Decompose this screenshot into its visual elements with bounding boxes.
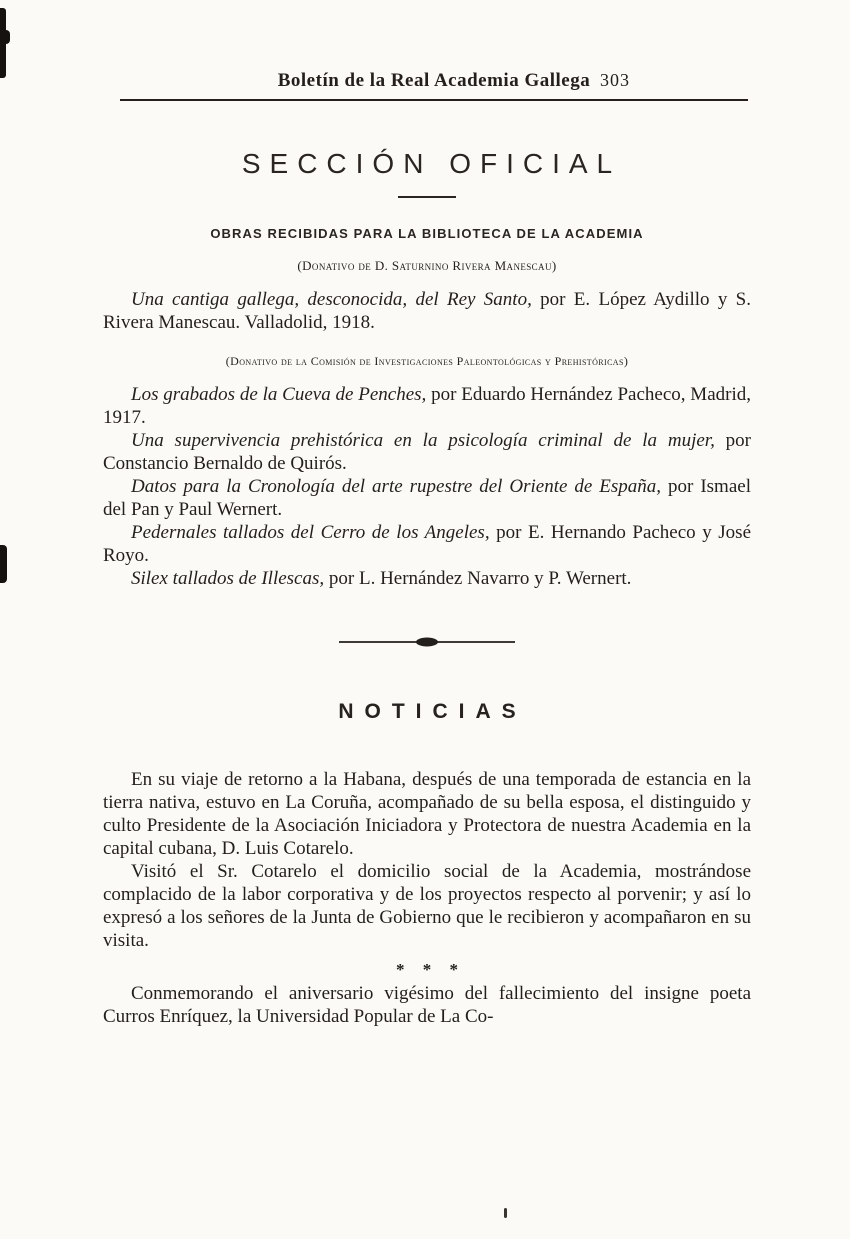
news-paragraph: Visitó el Sr. Cotarelo el domicilio social de la Academia, mostrándose complacido de la labor corporativa y de los proyectos respecto al porvenir; y así lo expresó a los señores de la Junta de Gobierno que le recibieron y acompañaron en su visita. bbox=[103, 861, 751, 951]
scan-artifact-left-edge bbox=[0, 545, 7, 583]
book-credit: por E. Hernando Pacheco y José Royo. bbox=[103, 522, 752, 566]
book-credit: por Ismael del Pan y Paul Wernert. bbox=[103, 476, 751, 520]
book-credit: por Constancio Bernaldo de Quirós. bbox=[103, 430, 752, 474]
book-entry bbox=[103, 567, 751, 590]
section-divider bbox=[337, 636, 517, 648]
book-entry bbox=[103, 288, 751, 334]
donation-label-comision: (Donativo de la Comisión de Investigaciones Paleontológicas y Prehistóricas) bbox=[225, 354, 629, 368]
donation-label-manescau: (Donativo de D. Saturnino Rivera Manescau) bbox=[297, 258, 557, 273]
title-underline-rule bbox=[398, 196, 456, 198]
book-title: Pedernales tallados del Cerro de los Angeles, bbox=[131, 522, 490, 543]
asterisk-separator: * * * bbox=[396, 960, 465, 979]
noticias-title: NOTICIAS bbox=[338, 700, 527, 723]
news-paragraph: Conmemorando el aniversario vigésimo del fallecimiento del insigne poeta Curros Enríquez, la Universidad Popular de La Co- bbox=[103, 983, 751, 1027]
page-header bbox=[120, 70, 748, 92]
journal-title: Boletín de la Real Academia Gallega bbox=[277, 70, 591, 91]
book-title: Datos para la Cronología del arte rupestre del Oriente de España, bbox=[131, 476, 662, 497]
book-credit: por L. Hernández Navarro y P. Wernert. bbox=[324, 568, 632, 589]
scan-artifact-bottom bbox=[504, 1208, 507, 1218]
book-entry bbox=[103, 521, 751, 567]
seccion-oficial-title: SECCIÓN OFICIAL bbox=[241, 148, 622, 179]
book-title: Una cantiga gallega, desconocida, del Rey Santo, bbox=[131, 289, 532, 310]
book-entry bbox=[103, 429, 751, 475]
book-entry-list bbox=[103, 383, 751, 590]
book-title: Una supervivencia prehistórica en la psicología criminal de la mujer, bbox=[131, 430, 715, 451]
book-title: Silex tallados de Illescas, bbox=[131, 568, 325, 589]
book-entry bbox=[103, 475, 751, 521]
header-rule bbox=[120, 99, 748, 101]
book-credit: por E. López Aydillo y S. Rivera Manescau. Valladolid, 1918. bbox=[103, 289, 751, 333]
scan-artifact-top-left-nub bbox=[0, 30, 10, 44]
news-paragraph: En su viaje de retorno a la Habana, después de una temporada de estancia en la tierra nativa, estuvo en La Coruña, acompañado de su bella esposa, el distinguido y culto Presidente de la Asociación Iniciadora y Protectora de nuestra Academia en la capital cubana, D. Luis Cotarelo. bbox=[103, 769, 751, 859]
book-title: Los grabados de la Cueva de Penches, bbox=[131, 384, 427, 405]
page-number: 303 bbox=[600, 70, 630, 90]
book-entry bbox=[103, 383, 751, 429]
page-content bbox=[103, 148, 751, 1028]
obras-recibidas-heading: OBRAS RECIBIDAS PARA LA BIBLIOTECA DE LA ACADEMIA bbox=[210, 226, 644, 241]
book-credit: por Eduardo Hernández Pacheco, Madrid, 1917. bbox=[103, 384, 751, 428]
